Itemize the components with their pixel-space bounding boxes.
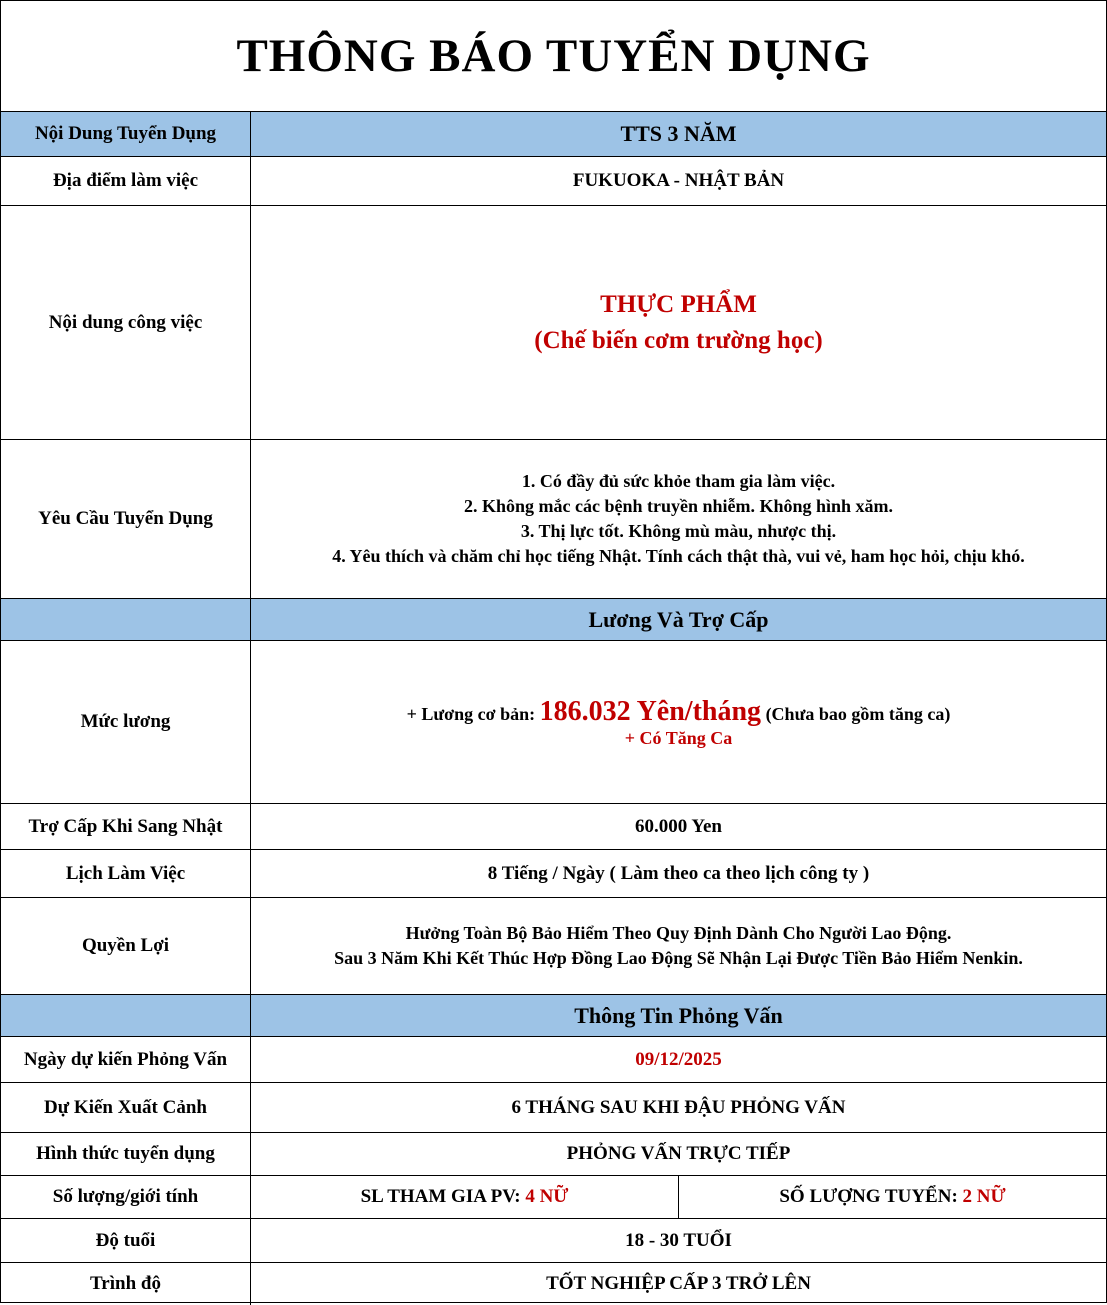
label-xuat-canh: Dự Kiến Xuất Cảnh — [1, 1083, 251, 1132]
value-xuat-canh: 6 THÁNG SAU KHI ĐẬU PHỎNG VẤN — [511, 1096, 846, 1118]
label-lich: Lịch Làm Việc — [1, 850, 251, 897]
row-hinh-thuc — [1, 1133, 1106, 1176]
row-quyen-loi — [1, 898, 1106, 995]
value-muc-luong — [251, 641, 1106, 803]
row-lich — [1, 850, 1106, 898]
requirement-item: 3. Thị lực tốt. Không mù màu, nhược thị. — [520, 521, 837, 541]
job-title: THỰC PHẨM — [600, 290, 757, 318]
label-noi-dung: Nội Dung Tuyển Dụng — [1, 112, 251, 156]
salary-line — [407, 696, 951, 728]
benefit-line: Hưởng Toàn Bộ Bảo Hiểm Theo Quy Định Dành Cho Người Lao Động. — [405, 923, 952, 943]
section-luong-title: Lương Và Trợ Cấp — [588, 606, 769, 632]
label-cong-viec: Nội dung công việc — [1, 206, 251, 439]
overtime-note: + Có Tăng Ca — [624, 727, 733, 748]
requirement-item: 4. Yêu thích và chăm chỉ học tiếng Nhật. Tính cách thật thà, vui vẻ, ham học hỏi, chịu khó. — [332, 546, 1025, 566]
row-noi-dung — [1, 112, 1106, 157]
benefit-line: Sau 3 Năm Khi Kết Thúc Hợp Đồng Lao Động Sẽ Nhận Lại Được Tiền Bảo Hiểm Nenkin. — [334, 948, 1023, 968]
value-yeu-cau — [251, 440, 1106, 598]
value-hinh-thuc: PHỎNG VẤN TRỰC TIẾP — [566, 1143, 791, 1164]
row-ngay-pv — [1, 1037, 1106, 1083]
row-tro-cap — [1, 804, 1106, 850]
value-quyen-loi — [251, 898, 1106, 994]
value-tro-cap: 60.000 Yen — [635, 815, 722, 837]
attendees-label: SL THAM GIA PV: — [360, 1186, 521, 1207]
label-ngay-pv: Ngày dự kiến Phỏng Vấn — [1, 1037, 251, 1082]
page-title: THÔNG BÁO TUYỂN DỤNG — [1, 1, 1106, 112]
value-do-tuoi: 18 - 30 TUỔI — [625, 1229, 732, 1251]
section-pv-title: Thông Tin Phỏng Vấn — [574, 1002, 783, 1028]
attendees-cell — [251, 1176, 679, 1218]
row-yeu-cau — [1, 440, 1106, 599]
requirement-item: 2. Không mắc các bệnh truyền nhiễm. Không hình xăm. — [463, 496, 894, 516]
label-do-tuoi: Độ tuổi — [1, 1219, 251, 1262]
value-so-luong — [251, 1176, 1106, 1218]
label-trinh-do: Trình độ — [1, 1263, 251, 1305]
label-dia-diem: Địa điểm làm việc — [1, 157, 251, 205]
recruit-value: 2 NỮ — [962, 1186, 1006, 1207]
section-luong-spacer — [1, 599, 251, 640]
label-so-luong: Số lượng/giới tính — [1, 1176, 251, 1218]
row-trinh-do — [1, 1263, 1106, 1305]
label-tro-cap: Trợ Cấp Khi Sang Nhật — [1, 804, 251, 849]
row-muc-luong — [1, 641, 1106, 804]
value-noi-dung: TTS 3 NĂM — [620, 121, 737, 146]
value-ngay-pv: 09/12/2025 — [635, 1048, 722, 1070]
section-luong — [1, 599, 1106, 641]
recruit-label: SỐ LƯỢNG TUYỂN: — [779, 1186, 958, 1207]
requirement-item: 1. Có đầy đủ sức khỏe tham gia làm việc. — [521, 471, 836, 491]
label-hinh-thuc: Hình thức tuyển dụng — [1, 1133, 251, 1175]
row-do-tuoi — [1, 1219, 1106, 1263]
row-dia-diem — [1, 157, 1106, 206]
recruit-cell — [679, 1176, 1106, 1218]
label-yeu-cau: Yêu Cầu Tuyển Dụng — [1, 440, 251, 598]
value-lich: 8 Tiếng / Ngày ( Làm theo ca theo lịch công ty ) — [487, 862, 870, 884]
attendees-value: 4 NỮ — [525, 1186, 569, 1207]
value-trinh-do: TỐT NGHIỆP CẤP 3 TRỞ LÊN — [546, 1273, 811, 1294]
row-xuat-canh — [1, 1083, 1106, 1133]
row-cong-viec — [1, 206, 1106, 440]
salary-prefix: + Lương cơ bản: — [406, 703, 540, 724]
job-detail: (Chế biến cơm trường học) — [534, 326, 823, 354]
label-muc-luong: Mức lương — [1, 641, 251, 803]
label-quyen-loi: Quyền Lợi — [1, 898, 251, 994]
salary-suffix: (Chưa bao gồm tăng ca) — [761, 703, 951, 724]
salary-amount: 186.032 Yên/tháng — [539, 695, 762, 727]
section-pv-spacer — [1, 995, 251, 1036]
value-cong-viec — [251, 206, 1106, 439]
row-so-luong — [1, 1176, 1106, 1219]
section-phong-van — [1, 995, 1106, 1037]
value-dia-diem: FUKUOKA - NHẬT BẢN — [572, 170, 785, 191]
